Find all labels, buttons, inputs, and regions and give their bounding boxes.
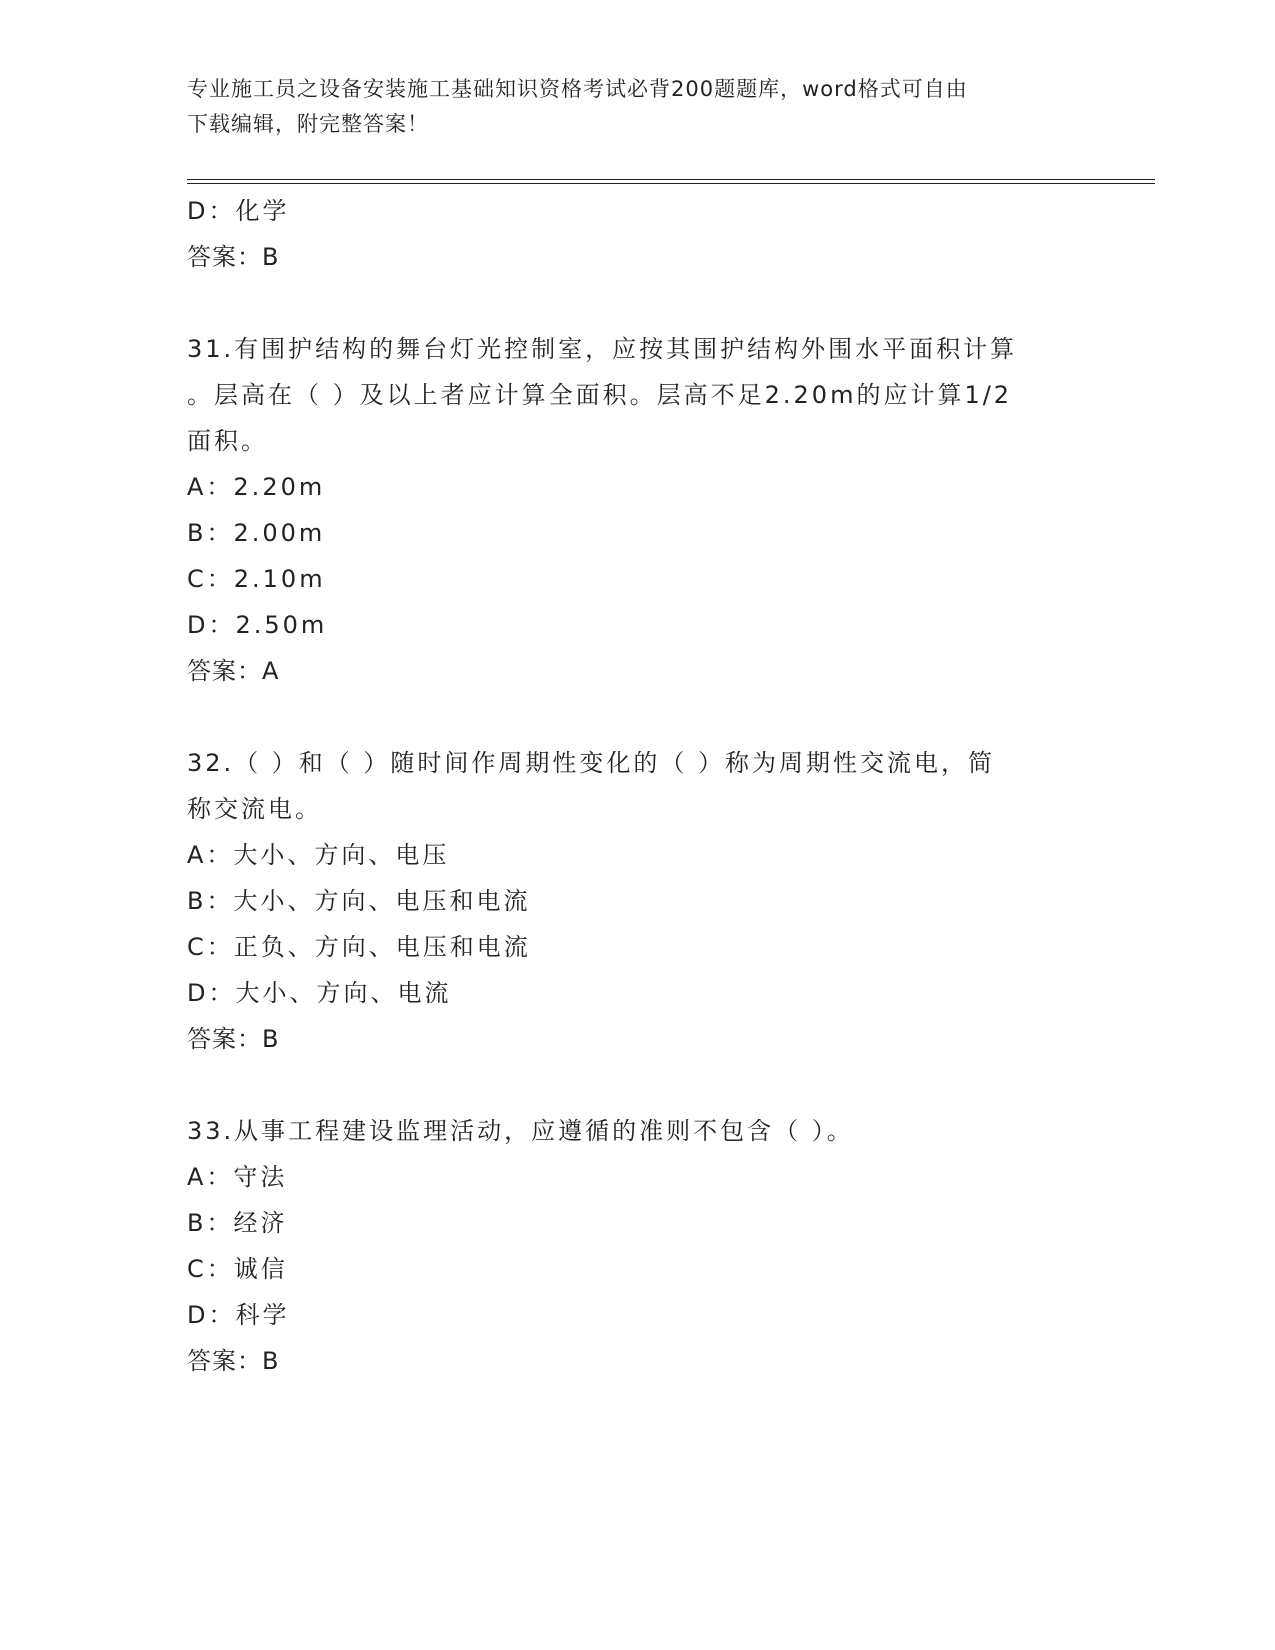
option-c: C：正负、方向、电压和电流 xyxy=(187,933,531,961)
question-32 xyxy=(187,740,1087,1062)
question-31 xyxy=(187,326,1087,694)
option-d: D：2.50m xyxy=(187,611,328,639)
question-stem-line: 33.从事工程建设监理活动，应遵循的准则不包含（ ）。 xyxy=(187,1117,854,1145)
option-b: B：经济 xyxy=(187,1209,288,1237)
option-c: C：诚信 xyxy=(187,1255,288,1283)
answer: 答案：A xyxy=(187,657,280,685)
carry-over-option-d: D：化学 xyxy=(187,197,290,225)
header-divider-top xyxy=(187,179,1155,180)
option-c: C：2.10m xyxy=(187,565,326,593)
question-stem-line: 面积。 xyxy=(187,427,268,455)
option-d: D：大小、方向、电流 xyxy=(187,979,452,1007)
header-line-1: 专业施工员之设备安装施工基础知识资格考试必背200题题库，word格式可自由 xyxy=(187,77,968,101)
header-line-2: 下载编辑，附完整答案！ xyxy=(187,112,429,136)
spacer xyxy=(187,1062,1087,1108)
option-b: B：2.00m xyxy=(187,519,326,547)
option-d: D：科学 xyxy=(187,1301,290,1329)
question-stem-line: 32.（ ）和（ ）随时间作周期性变化的（ ）称为周期性交流电，简 xyxy=(187,749,996,777)
answer: 答案：B xyxy=(187,1347,280,1375)
option-a: A：2.20m xyxy=(187,473,326,501)
spacer xyxy=(187,280,1087,326)
carry-over-answer: 答案：B xyxy=(187,243,280,271)
header-divider-bottom xyxy=(187,183,1155,184)
spacer xyxy=(187,694,1087,740)
option-a: A：守法 xyxy=(187,1163,288,1191)
question-stem-line: 称交流电。 xyxy=(187,795,322,823)
question-content xyxy=(187,188,1087,1384)
option-b: B：大小、方向、电压和电流 xyxy=(187,887,531,915)
question-33 xyxy=(187,1108,1087,1384)
document-header xyxy=(187,72,1087,142)
option-a: A：大小、方向、电压 xyxy=(187,841,450,869)
answer: 答案：B xyxy=(187,1025,280,1053)
question-stem-line: 31.有围护结构的舞台灯光控制室，应按其围护结构外围水平面积计算 xyxy=(187,335,1018,363)
question-stem-line: 。层高在（ ）及以上者应计算全面积。层高不足2.20m的应计算1/2 xyxy=(187,381,1013,409)
